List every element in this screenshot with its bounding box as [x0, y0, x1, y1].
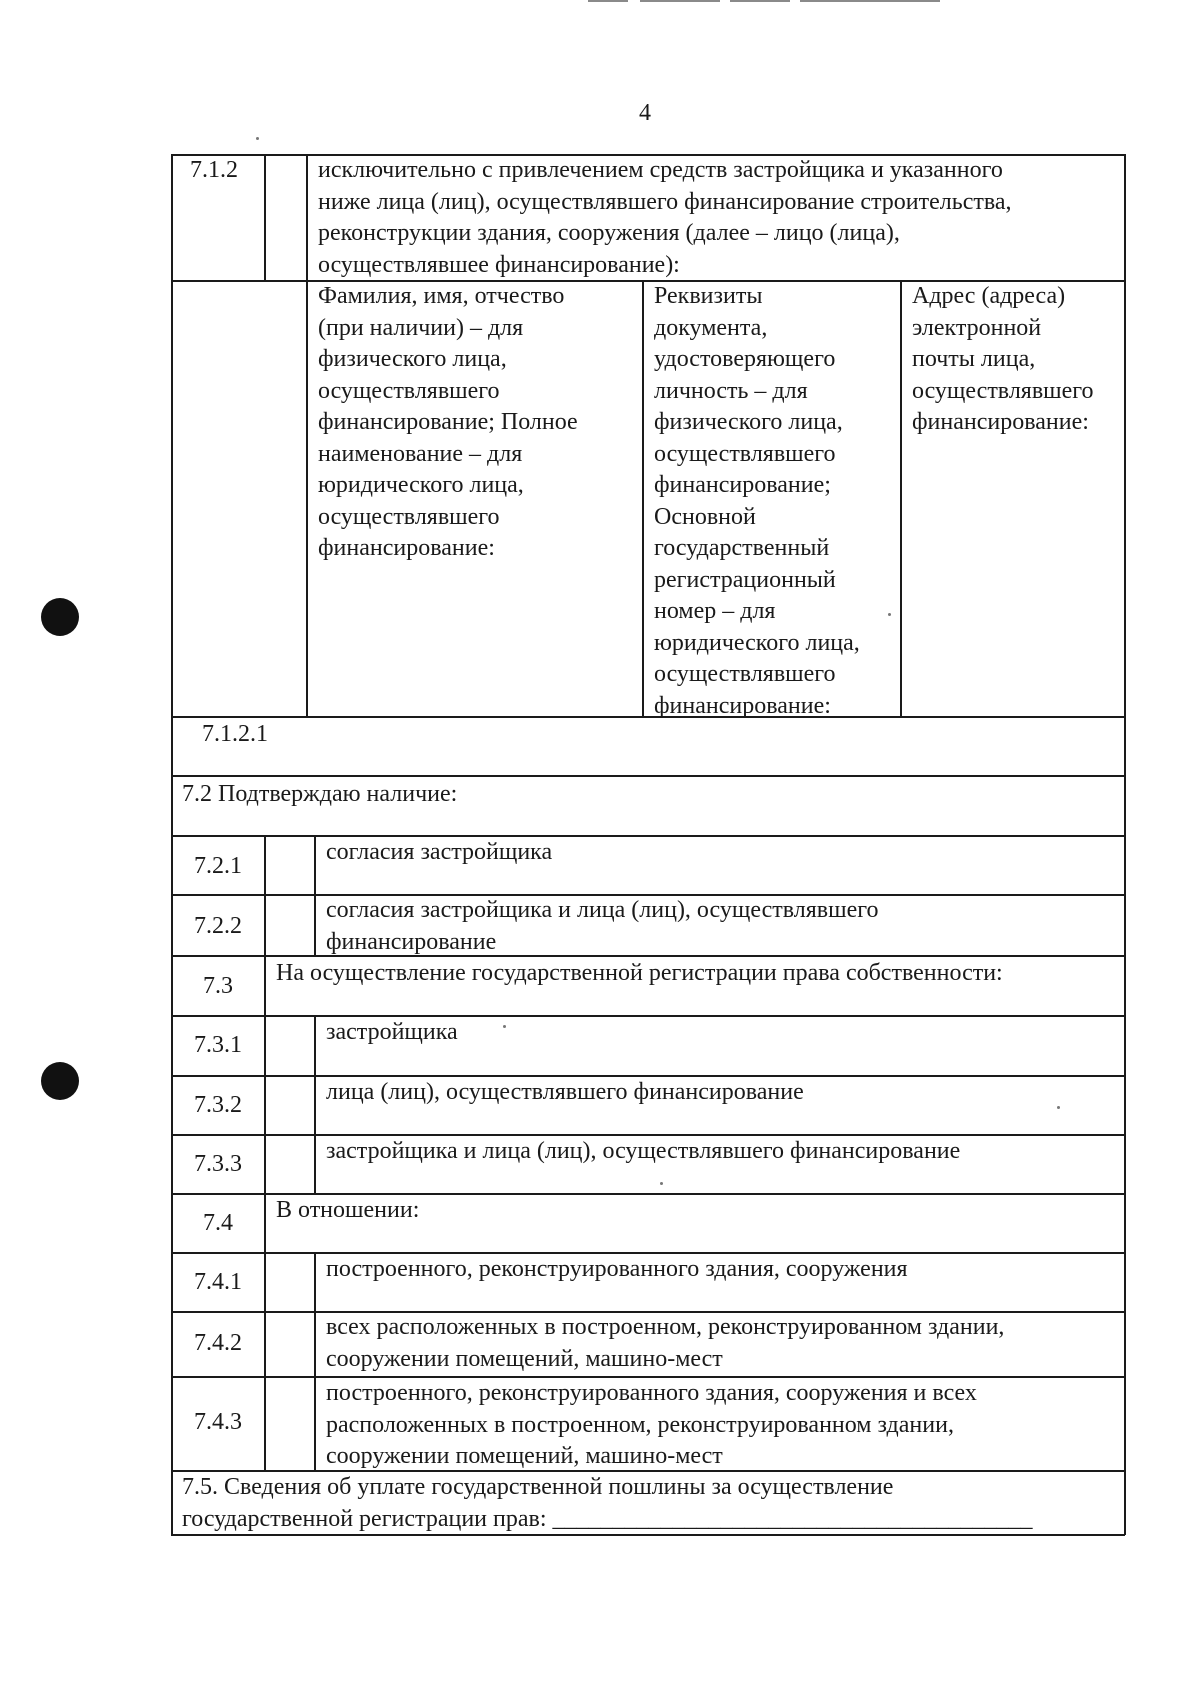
- section-heading-7-2: 7.2 Подтверждаю наличие:: [182, 781, 458, 807]
- checkbox-7-4-1[interactable]: [266, 1254, 313, 1311]
- checkbox-7-4-3[interactable]: [266, 1378, 313, 1469]
- scan-edge-line: [640, 0, 720, 2]
- col-divider: [264, 154, 266, 281]
- section-heading-7-3: На осуществление государственной регистрации права собственности:: [276, 960, 1003, 986]
- header-col-email: [912, 281, 1094, 439]
- text-line: почты лица,: [912, 346, 1036, 372]
- text-line: финансирование:: [912, 409, 1089, 435]
- punch-hole: [41, 598, 79, 636]
- checkbox-7-3-1[interactable]: [266, 1017, 313, 1074]
- fee-info-line[interactable]: государственной регистрации прав: ________________________________________: [182, 1505, 1033, 1532]
- scan-speck: [888, 613, 891, 616]
- checkbox-7-3-2[interactable]: [266, 1077, 313, 1134]
- text-line: 7.5. Сведения об уплате государственной пошлины за осуществление: [182, 1474, 894, 1500]
- header-col-name: [318, 281, 578, 565]
- row-text-7-4-3: [326, 1378, 977, 1473]
- text-line: расположенных в построенном, реконструированном здании,: [326, 1411, 954, 1438]
- text-line: наименование – для: [318, 440, 523, 467]
- scan-edge-line: [800, 0, 940, 2]
- text-line: осуществлявшего: [318, 503, 500, 530]
- scan-edge-line: [730, 0, 790, 2]
- checkbox-7-2-2[interactable]: [266, 897, 313, 954]
- text-line: осуществлявшего: [318, 377, 500, 404]
- col-divider: [900, 280, 902, 717]
- row-text-7-4-1: [326, 1254, 908, 1286]
- text-line: Реквизиты: [654, 283, 763, 309]
- text-line: согласия застройщика и лица (лиц), осуществлявшего: [326, 897, 879, 923]
- row-text-7-3-3: [326, 1136, 960, 1168]
- row-number-7-2-1: 7.2.1: [194, 853, 242, 879]
- text-line: исключительно с привлечением средств застройщика и указанного: [318, 157, 1003, 183]
- row-text-7-1-2: [318, 155, 1012, 281]
- text-line: номер – для: [654, 598, 776, 624]
- row-text-7-4-2: [326, 1312, 1004, 1375]
- row-number-7-1-2: 7.1.2: [190, 157, 238, 183]
- text-line: ниже лица (лиц), осуществлявшего финансирование строительства,: [318, 188, 1012, 215]
- text-line: Адрес (адреса): [912, 283, 1066, 309]
- row-text-7-2-2: [326, 895, 878, 958]
- row-number-7-2-2: 7.2.2: [194, 913, 242, 939]
- row-number-7-4-1: 7.4.1: [194, 1269, 242, 1295]
- text-line: Фамилия, имя, отчество: [318, 283, 565, 309]
- col-divider: [264, 955, 266, 1015]
- row-number-7-3-1: 7.3.1: [194, 1032, 242, 1058]
- checkbox-7-3-3[interactable]: [266, 1136, 313, 1193]
- entry-document-field[interactable]: [644, 718, 898, 774]
- text-line: застройщика: [326, 1019, 458, 1045]
- text-line: физического лица,: [654, 409, 843, 435]
- text-line: осуществлявшее финансирование):: [318, 251, 680, 278]
- text-line: финансирование: [326, 928, 497, 955]
- text-line: физического лица,: [318, 346, 507, 372]
- col-divider: [314, 1252, 316, 1471]
- text-line: застройщика и лица (лиц), осуществлявшего финансирование: [326, 1138, 961, 1164]
- text-line: финансирование; Полное: [318, 409, 578, 435]
- text-line: лица (лиц), осуществлявшего финансирование: [326, 1079, 804, 1105]
- text-line: осуществлявшего: [912, 377, 1094, 404]
- col-divider: [642, 280, 644, 717]
- col-divider: [314, 835, 316, 956]
- scan-edge-line: [588, 0, 628, 2]
- text-line: (при наличии) – для: [318, 314, 524, 341]
- text-line: осуществлявшего: [654, 440, 836, 467]
- section-7-5-fee: [182, 1472, 1033, 1535]
- text-line: документа,: [654, 314, 768, 341]
- entry-name-field[interactable]: [308, 718, 640, 774]
- row-number-7-4-2: 7.4.2: [194, 1330, 242, 1356]
- header-col-document: [654, 281, 860, 722]
- checkbox-7-4-2[interactable]: [266, 1313, 313, 1375]
- text-line: регистрационный: [654, 566, 836, 593]
- col-divider: [314, 1015, 316, 1195]
- text-line: сооружении помещений, машино-мест: [326, 1345, 723, 1372]
- table-border-right: [1124, 154, 1126, 1535]
- text-line: электронной: [912, 314, 1042, 341]
- text-line: финансирование;: [654, 472, 831, 498]
- row-number-7-1-2-1: 7.1.2.1: [202, 721, 268, 747]
- text-line: построенного, реконструированного здания, сооружения: [326, 1256, 908, 1282]
- scan-speck: [660, 1182, 663, 1185]
- text-line: согласия застройщика: [326, 839, 553, 865]
- text-line: построенного, реконструированного здания, сооружения и всех: [326, 1380, 977, 1406]
- scan-speck: [256, 137, 259, 140]
- row-text-7-2-1: [326, 837, 552, 869]
- row-number-7-4-3: 7.4.3: [194, 1409, 242, 1435]
- row-number-7-3-3: 7.3.3: [194, 1151, 242, 1177]
- text-line: юридического лица,: [654, 629, 860, 656]
- text-line: юридического лица,: [318, 472, 524, 498]
- row-number-7-4: 7.4: [203, 1210, 233, 1236]
- scan-speck: [1057, 1106, 1060, 1109]
- row-text-7-3-1: [326, 1017, 458, 1049]
- col-divider: [264, 1193, 266, 1253]
- text-line: личность – для: [654, 377, 808, 404]
- scan-speck: [503, 1025, 506, 1028]
- text-line: реконструкции здания, сооружения (далее – лицо (лица),: [318, 220, 900, 246]
- checkbox-7-2-1[interactable]: [266, 837, 313, 894]
- text-line: Основной: [654, 503, 756, 530]
- text-line: государственный: [654, 535, 830, 561]
- entry-email-field[interactable]: [902, 718, 1122, 774]
- text-line: финансирование:: [654, 692, 831, 719]
- section-heading-7-4: В отношении:: [276, 1197, 420, 1223]
- row-text-7-3-2: [326, 1077, 804, 1109]
- text-line: удостоверяющего: [654, 346, 836, 372]
- text-line: финансирование:: [318, 535, 495, 561]
- text-line: осуществлявшего: [654, 661, 836, 687]
- page-number: 4: [639, 100, 651, 126]
- col-divider: [306, 154, 308, 717]
- text-line: сооружении помещений, машино-мест: [326, 1443, 723, 1469]
- punch-hole: [41, 1062, 79, 1100]
- row-number-7-3-2: 7.3.2: [194, 1092, 242, 1118]
- text-line: всех расположенных в построенном, реконструированном здании,: [326, 1314, 1005, 1340]
- row-divider: [171, 775, 1125, 777]
- row-number-7-3: 7.3: [203, 973, 233, 999]
